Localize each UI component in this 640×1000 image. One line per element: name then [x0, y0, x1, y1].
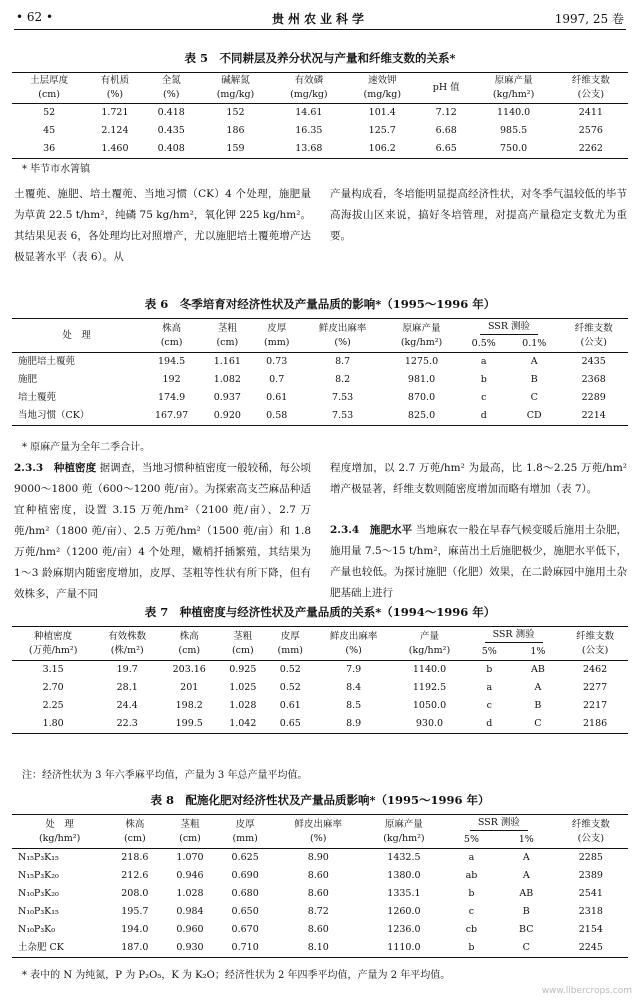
table-cell: b [468, 942, 475, 953]
table-cell: 2411 [578, 107, 603, 118]
table-cell: 0.61 [266, 392, 288, 403]
table-cell: 0.7 [269, 374, 285, 385]
table-cell: 2262 [578, 143, 603, 154]
section-2-3-3-heading: 2.3.3 种植密度 [14, 462, 97, 474]
column-header: 茎粗 (cm) [218, 627, 267, 661]
table-cell: 0.435 [157, 125, 185, 136]
table-cell: 186 [226, 125, 245, 136]
table8-row [12, 921, 628, 939]
table-cell: 2462 [582, 664, 608, 675]
table-cell: 1.082 [213, 374, 241, 385]
table6-row [12, 389, 628, 407]
table-cell: 203.16 [172, 664, 206, 675]
table-cell: 0.52 [279, 664, 301, 675]
table7-row [12, 661, 628, 680]
table-cell: 24.4 [116, 700, 138, 711]
table-cell: 0.920 [213, 410, 241, 421]
column-header: 原麻产量 (kg/hm²) [474, 73, 554, 104]
table-cell: 159 [226, 143, 245, 154]
table-cell: 6.65 [435, 143, 457, 154]
table-cell: 19.7 [116, 664, 138, 675]
table-cell: 195.7 [121, 906, 149, 917]
table-cell: A [530, 356, 538, 367]
table-cell: c [468, 906, 475, 917]
table-cell: 194.5 [157, 356, 186, 367]
table8-note: * 表中的 N 为纯氮，P 为 P₂O₅，K 为 K₂O；经济性状为 2 年四季平均值，产量为 2 年平均值。 [22, 970, 451, 981]
table-cell: 1275.0 [404, 356, 439, 367]
table-cell: 106.2 [368, 143, 396, 154]
table7-caption: 表 7 种植密度与经济性状及产量品质的关系*（1994～1996 年） [144, 605, 496, 619]
table-cell: 8.60 [307, 888, 329, 899]
table-cell: 2289 [581, 392, 606, 403]
body-paragraph-5 [330, 520, 627, 604]
table-cell: 167.97 [154, 410, 189, 421]
ssr-test-title: SSR 测验 [485, 628, 543, 643]
table-cell: 1.028 [229, 700, 257, 711]
table6-row [12, 407, 628, 426]
table-cell: 1432.5 [387, 852, 421, 863]
table-cell: 985.5 [500, 125, 528, 136]
ssr-test-title: SSR 测验 [470, 816, 528, 831]
table-cell: 0.408 [157, 143, 185, 154]
table-cell: 2214 [581, 410, 606, 421]
table5-note: * 毕节市水箐镇 [22, 164, 91, 175]
table7-row [12, 697, 628, 715]
table6 [12, 318, 628, 426]
table5-row [12, 140, 628, 159]
table-cell: 1.161 [213, 356, 241, 367]
column-header: 原麻产量 (kg/hm²) [364, 815, 444, 849]
column-header: 碱解氮 (mg/kg) [199, 73, 272, 104]
table-cell: 0.670 [231, 924, 259, 935]
table-cell: 0.710 [231, 942, 259, 953]
table-cell: 施肥培土覆蔸 [18, 356, 76, 367]
column-header: 产量 (kg/hm²) [394, 627, 465, 661]
column-header: 有效磷 (mg/kg) [272, 73, 345, 104]
table-cell: a [486, 682, 493, 693]
table-cell: 1.070 [176, 852, 204, 863]
table-cell: 0.418 [157, 107, 185, 118]
table-cell: 0.680 [231, 888, 259, 899]
table-cell: AB [530, 664, 545, 675]
body-paragraph-4: 程度增加，以 2.7 万蔸/hm² 为最高，比 1.8～2.25 万蔸/hm² 增产极显著，纤维支数则随密度增加而略有增加（表 7）。 [330, 462, 627, 495]
table-cell: 3.15 [42, 664, 64, 675]
table-cell: 0.58 [266, 410, 288, 421]
header-rule [14, 29, 626, 30]
table-cell: 1335.1 [387, 888, 421, 899]
table8-row [12, 939, 628, 958]
column-header: 有机质 (%) [86, 73, 143, 104]
table-cell: 0.65 [279, 718, 301, 729]
table7-note: 注：经济性状为 3 年六季麻平均值，产量为 3 年总产量平均值。 [22, 770, 308, 781]
table-cell: BC [519, 924, 534, 935]
watermark: www.libercrops.com [541, 986, 632, 996]
table-cell: b [486, 664, 493, 675]
table-cell: 125.7 [368, 125, 396, 136]
table-cell: 0.690 [231, 870, 259, 881]
column-header: 纤维支数 (公支) [554, 815, 628, 849]
table-cell: 2368 [581, 374, 606, 385]
column-header: 茎粗 (cm) [202, 319, 253, 353]
table-cell: 187.0 [121, 942, 149, 953]
table-cell: 1110.0 [387, 942, 421, 953]
table-cell: 2186 [582, 718, 608, 729]
table-cell: 1050.0 [412, 700, 447, 711]
table-cell: 2318 [578, 906, 603, 917]
table-cell: N₁₀P₃K₂₀ [18, 888, 59, 899]
table8-row [12, 903, 628, 921]
volume-info: 1997, 25 卷 [554, 12, 624, 26]
table-cell: A [534, 682, 542, 693]
table6-note: * 原麻产量为全年二季合计。 [22, 442, 151, 453]
table-cell: 0.625 [231, 852, 259, 863]
page-number: • 62 • [16, 10, 54, 24]
table-cell: B [522, 906, 530, 917]
table-cell: 52 [43, 107, 56, 118]
section-2-3-4-text: 当地麻农一般在早春气候变暖后施用土杂肥，施用量 7.5～15 t/hm²，麻苗出土后施肥极少，施肥水平低下，产量也较低。为探讨施肥（化肥）效果，在二龄麻园中施用土杂肥基础上进行 [330, 524, 628, 599]
table-cell: 0.925 [229, 664, 257, 675]
table-cell: 6.68 [435, 125, 457, 136]
ssr-test-header [458, 319, 559, 337]
table-cell: 201 [180, 682, 199, 693]
column-header: 纤维支数 (公支) [559, 319, 628, 353]
column-header: 皮厚 (mm) [267, 627, 313, 661]
table-cell: 0.984 [176, 906, 204, 917]
table-cell: 2245 [578, 942, 603, 953]
table-cell: C [534, 718, 542, 729]
table-cell: B [530, 374, 538, 385]
table-cell: 1.025 [229, 682, 257, 693]
table-cell: 1140.0 [496, 107, 531, 118]
column-header: 原麻产量 (kg/hm²) [385, 319, 459, 353]
table8 [12, 814, 628, 958]
table-cell: 0.946 [176, 870, 204, 881]
ssr-test-title: SSR 测验 [480, 320, 538, 335]
table-cell: cb [465, 924, 478, 935]
table-cell: 1260.0 [387, 906, 421, 917]
table-cell: a [480, 356, 487, 367]
table-cell: 825.0 [407, 410, 436, 421]
table-cell: 8.72 [307, 906, 329, 917]
table-cell: 7.9 [346, 664, 362, 675]
table-cell: 0.61 [279, 700, 301, 711]
table-cell: 2435 [581, 356, 606, 367]
table-cell: 2.25 [42, 700, 64, 711]
table-cell: 2.70 [42, 682, 64, 693]
table-cell: 1.460 [101, 143, 129, 154]
table-cell: 0.960 [176, 924, 204, 935]
table-cell: 212.6 [121, 870, 149, 881]
table-cell: 930.0 [415, 718, 444, 729]
table-cell: 7.53 [332, 392, 354, 403]
column-header: 茎粗 (cm) [162, 815, 217, 849]
table-cell: 土杂肥 CK [18, 942, 64, 953]
table-cell: 8.2 [335, 374, 351, 385]
table-cell: 培土覆蔸 [18, 392, 57, 403]
table5 [12, 72, 628, 159]
table-cell: c [481, 392, 487, 403]
table5-caption: 表 5 不同耕层及养分状况与产量和纤维支数的关系* [184, 51, 456, 65]
table-cell: A [522, 852, 530, 863]
table-cell: 8.4 [346, 682, 362, 693]
table7-row [12, 715, 628, 734]
table8-row [12, 885, 628, 903]
table-cell: N₁₀P₃K₁₅ [18, 906, 59, 917]
body-paragraph-3 [14, 458, 311, 605]
column-header: 纤维支数 (公支) [554, 73, 628, 104]
ssr-level-header: 5% [465, 644, 514, 661]
table-cell: 当地习惯（CK） [18, 410, 90, 421]
table-cell: 152 [226, 107, 245, 118]
table-cell: 981.0 [407, 374, 436, 385]
table-cell: 0.73 [266, 356, 288, 367]
column-header: pH 值 [419, 73, 474, 104]
table-cell: 45 [43, 125, 56, 136]
table-cell: b [480, 374, 487, 385]
column-header: 皮厚 (mm) [218, 815, 273, 849]
column-header: 处 理 [12, 319, 141, 353]
column-header: 株高 (cm) [141, 319, 202, 353]
table-cell: 施肥 [18, 374, 38, 385]
table-cell: a [468, 852, 475, 863]
table-cell: 0.937 [213, 392, 241, 403]
table-cell: 28.1 [116, 682, 138, 693]
ssr-level-header: 0.1% [509, 336, 560, 353]
table-cell: 1.80 [42, 718, 64, 729]
table-cell: N₁₀P₃K₀ [18, 924, 56, 935]
table-cell: 1140.0 [412, 664, 447, 675]
table-cell: 8.60 [307, 924, 329, 935]
table7 [12, 626, 628, 734]
table-cell: C [530, 392, 538, 403]
section-2-3-3-text: 据调查，当地习惯种植密度一般较稀，每公顷 9000～1800 蔸（600～1200 蔸/亩）。为探索高支苎麻品种适宜种植密度，设置 3.15 万蔸/hm²（2100 蔸/亩）、2.7 万蔸/hm²（1800 蔸/亩）、2.5 万蔸/hm²（1500 蔸/亩）和 1.8 万蔸/hm²（1200 蔸/亩）4 个处理，嫩梢扦插繁殖，其结果为 1～3 龄麻期内随密度增加，皮厚、茎粗等性状有所下降，但有效株多，产量不同 [14, 462, 312, 600]
table-cell: 199.5 [175, 718, 203, 729]
column-header: 全氮 (%) [144, 73, 199, 104]
body-paragraph-1: 土覆蔸、施肥、培土覆蔸、当地习惯（CK）4 个处理，施肥量为草黄 22.5 t/hm²，纯磷 75 kg/hm²，氧化钾 225 kg/hm²。其结果见表 6，各处理均比对照增产，尤以施肥培土覆蔸增产达极显著水平（表 6）。从 [14, 188, 311, 263]
table-cell: 208.0 [121, 888, 149, 899]
table-cell: 8.60 [307, 870, 329, 881]
table-cell: 22.3 [116, 718, 138, 729]
table5-row [12, 104, 628, 123]
table-cell: 8.7 [335, 356, 351, 367]
table-cell: 192 [162, 374, 181, 385]
column-header: 株高 (cm) [160, 627, 218, 661]
table8-caption: 表 8 配施化肥对经济性状及产量品质影响*（1995～1996 年） [150, 793, 490, 807]
table-cell: 194.0 [121, 924, 149, 935]
table-cell: N₁₅P₃K₂₀ [18, 870, 59, 881]
ssr-test-header [444, 815, 554, 833]
table6-caption: 表 6 冬季培育对经济性状及产量品质的影响*（1995～1996 年） [144, 297, 496, 311]
table-cell: 36 [43, 143, 56, 154]
table-cell: 16.35 [295, 125, 323, 136]
table-cell: 174.9 [157, 392, 186, 403]
table-cell: 2277 [582, 682, 608, 693]
table-cell: 8.90 [307, 852, 329, 863]
column-header: 速效钾 (mg/kg) [346, 73, 419, 104]
column-header: 纤维支数 (公支) [562, 627, 628, 661]
table-cell: 1.721 [101, 107, 129, 118]
table7-row [12, 679, 628, 697]
table-cell: 1.042 [229, 718, 257, 729]
table5-row [12, 122, 628, 140]
table-cell: 750.0 [500, 143, 528, 154]
table-cell: 14.61 [295, 107, 323, 118]
table-cell: 101.4 [368, 107, 396, 118]
table-cell: 0.930 [176, 942, 204, 953]
table6-row [12, 353, 628, 372]
table-cell: c [486, 700, 492, 711]
column-header: 有效株数 (株/m²) [94, 627, 160, 661]
table-cell: 2285 [578, 852, 603, 863]
table-cell: A [522, 870, 530, 881]
table-cell: 1192.5 [412, 682, 447, 693]
table6-row [12, 371, 628, 389]
table-cell: ab [465, 870, 478, 881]
table-cell: 2389 [578, 870, 603, 881]
table-cell: 7.12 [435, 107, 457, 118]
column-header: 鲜皮出麻率 (%) [273, 815, 364, 849]
table-cell: 1380.0 [387, 870, 421, 881]
table8-row [12, 849, 628, 868]
table-cell: d [486, 718, 493, 729]
column-header: 皮厚 (mm) [253, 319, 301, 353]
column-header: 鲜皮出麻率 (%) [301, 319, 385, 353]
ssr-level-header: 1% [499, 832, 554, 849]
table-cell: 8.10 [307, 942, 329, 953]
ssr-test-header [465, 627, 562, 645]
table-cell: 0.650 [231, 906, 259, 917]
table-cell: 2154 [578, 924, 603, 935]
running-header [16, 8, 624, 30]
table8-row [12, 867, 628, 885]
table-cell: 870.0 [407, 392, 436, 403]
table-cell: 2576 [578, 125, 603, 136]
table-cell: N₁₅P₃K₁₅ [18, 852, 59, 863]
ssr-level-header: 0.5% [458, 336, 509, 353]
table-cell: B [534, 700, 542, 711]
column-header: 土层厚度 (cm) [12, 73, 86, 104]
table-cell: AB [519, 888, 534, 899]
table-cell: 2541 [578, 888, 603, 899]
column-header: 株高 (cm) [107, 815, 162, 849]
ssr-level-header: 1% [514, 644, 563, 661]
table-cell: d [480, 410, 487, 421]
table-cell: 8.9 [346, 718, 362, 729]
table-cell: 2217 [582, 700, 608, 711]
column-header: 鲜皮出麻率 (%) [313, 627, 394, 661]
ssr-level-header: 5% [444, 832, 499, 849]
column-header: 种植密度 (万蔸/hm²) [12, 627, 94, 661]
journal-title: 贵州农业科学 [271, 12, 368, 26]
column-header: 处 理 (kg/hm²) [12, 815, 107, 849]
body-paragraph-2: 产量构成看，冬培能明显提高经济性状，对冬季气温较低的毕节高海拔山区来说，搞好冬培管理，对提高产量稳定支数尤为重要。 [330, 188, 627, 242]
table-cell: 218.6 [121, 852, 149, 863]
table-cell: 8.5 [346, 700, 362, 711]
table-cell: 198.2 [175, 700, 203, 711]
table-cell: 1.028 [176, 888, 204, 899]
table-cell: CD [526, 410, 542, 421]
table-cell: 2.124 [101, 125, 129, 136]
table-cell: b [468, 888, 475, 899]
table-cell: 7.53 [332, 410, 354, 421]
table-cell: 13.68 [295, 143, 323, 154]
table-cell: C [522, 942, 530, 953]
section-2-3-4-heading: 2.3.4 施肥水平 [330, 524, 413, 536]
table-cell: 1236.0 [387, 924, 421, 935]
table-cell: 0.52 [279, 682, 301, 693]
